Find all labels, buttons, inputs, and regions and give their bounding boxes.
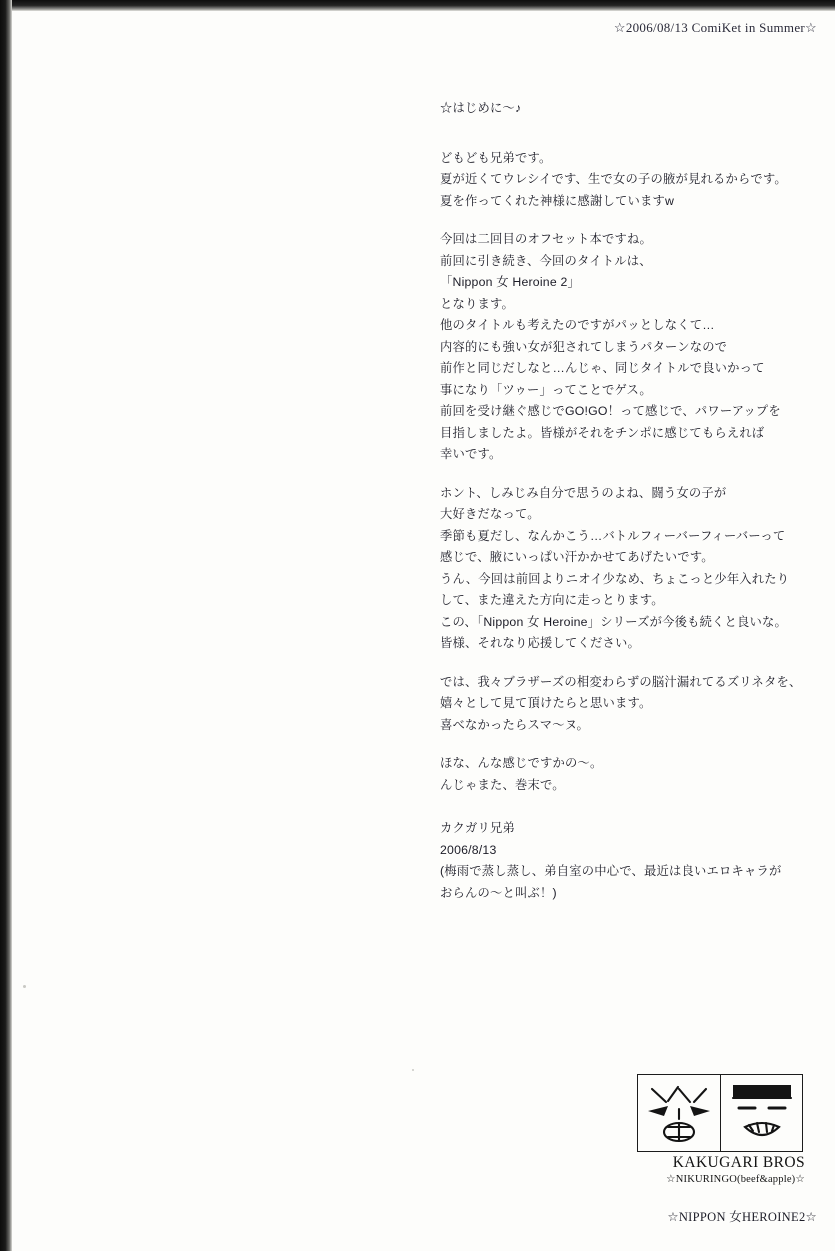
date-line: 2006/8/13 (440, 842, 497, 857)
paragraph-2 (440, 229, 800, 466)
paragraph-1 (440, 148, 800, 213)
text-line: 他のタイトルも考えたのですがパッとしなくて… (440, 318, 715, 332)
angry-face-icon (638, 1075, 720, 1150)
text-line: 感じで、腋にいっぱい汗かかせてあげたいです。 (440, 550, 714, 564)
text-line: 皆様、それなり応援してください。 (440, 636, 640, 650)
text-line: となります。 (440, 296, 514, 311)
text-line: 前回を受け継ぐ感じでGO!GO！って感じで、パワーアップを (440, 404, 781, 418)
text-line: ホント、しみじみ自分で思うのよね、闘う女の子が (440, 485, 727, 500)
text-line: 夏が近くてウレシイです、生で女の子の腋が見れるからです。 (440, 172, 787, 186)
text-line: 大好きだなって。 (440, 507, 540, 521)
paragraph-4 (440, 672, 800, 737)
text-line: 季節も夏だし、なんかこう…バトルフィーバーフィーバーって (440, 528, 786, 543)
text-line: 夏を作ってくれた神様に感謝していますw (440, 193, 675, 208)
text-line: おらんの〜と叫ぶ！) (440, 885, 557, 900)
text-line: では、我々ブラザーズの相変わらずの脳汁漏れてるズリネタを、 (440, 674, 802, 689)
text-line: 「Nippon 女 Heroine 2」 (440, 275, 581, 289)
circle-logo (637, 1074, 805, 1185)
logo-frame (637, 1074, 803, 1152)
logo-face-right (721, 1075, 803, 1151)
paragraph-3 (440, 483, 800, 655)
scan-edge-left (0, 0, 12, 1251)
text-line: 前作と同じだしなと…んじゃ、同じタイトルで良いかって (440, 361, 765, 375)
scan-speck (23, 985, 26, 988)
text-line: どもども兄弟です。 (440, 150, 552, 165)
paragraph-5 (440, 753, 800, 796)
afterword-text-block (440, 98, 800, 921)
text-line: して、また違えた方向に走っとります。 (440, 593, 664, 607)
text-line: 事になり「ツゥー」ってことでゲス。 (440, 382, 652, 397)
text-line: 今回は二回目のオフセット本ですね。 (440, 232, 652, 246)
scan-speck (412, 1069, 414, 1071)
signature-block (440, 818, 800, 904)
grin-face-icon (721, 1075, 803, 1150)
scan-edge-top (0, 0, 835, 11)
logo-title: KAKUGARI BROS (672, 1154, 805, 1171)
text-line: 前回に引き続き、今回のタイトルは、 (440, 253, 652, 268)
text-line: んじゃまた、巻末で。 (440, 777, 565, 792)
text-line: 目指しましたよ。皆様がそれをチンポに感じてもらえれば (440, 425, 765, 440)
text-line: 幸いです。 (440, 447, 502, 461)
text-line: うん、今回は前回よりニオイ少なめ、ちょこっと少年入れたり (440, 571, 790, 586)
page-header: ☆2006/08/13 ComiKet in Summer☆ (613, 20, 817, 35)
section-heading: ☆はじめに〜♪ (440, 101, 522, 115)
text-line: ほな、んな感じですかの〜。 (440, 756, 603, 770)
text-line: 嬉々として見て頂けたらと思います。 (440, 696, 652, 710)
text-line: この、「Nippon 女 Heroine」シリーズが今後も続くと良いな。 (440, 614, 788, 629)
author-name: カクガリ兄弟 (440, 821, 515, 835)
page-footer: ☆NIPPON 女HEROINE2☆ (667, 1210, 817, 1224)
text-line: (梅雨で蒸し蒸し、弟自室の中心で、最近は良いエロキャラが (440, 864, 782, 878)
logo-subtitle: ☆NIKURINGO(beef&apple)☆ (666, 1174, 805, 1185)
text-line: 喜べなかったらスマ〜ヌ。 (440, 717, 589, 732)
text-line: 内容的にも強い女が犯されてしまうパターンなので (440, 339, 728, 354)
logo-face-left (638, 1075, 721, 1151)
